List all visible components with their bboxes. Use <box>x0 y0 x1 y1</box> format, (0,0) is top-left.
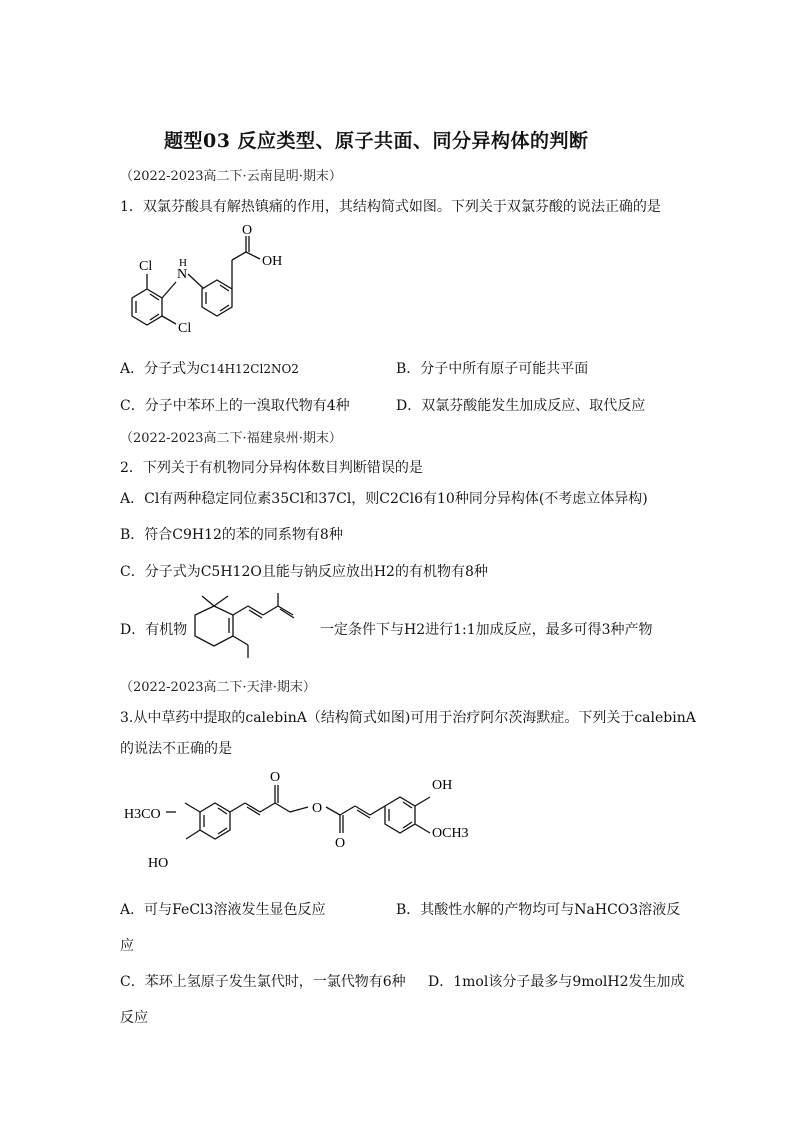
q3-option-d-line1: D．1mol该分子最多与9molH2发生加成 <box>428 974 685 990</box>
q1-struct-h: H <box>179 257 187 269</box>
q3-struct-oh: OH <box>432 778 453 793</box>
q1-struct-o: O <box>242 223 253 238</box>
q3-struct-ho: HO <box>148 856 169 871</box>
q3-stem-line2: 的说法不正确的是 <box>120 741 232 757</box>
q3-struct-o-keto: O <box>270 770 281 785</box>
q1-option-c: C．分子中苯环上的一溴取代物有4种 <box>120 398 350 414</box>
q1-option-a <box>120 358 299 378</box>
q3-struct-o-ester: O <box>312 801 323 816</box>
q1-option-b: B．分子中所有原子可能共平面 <box>396 361 589 377</box>
q1-option-a-formula: C14H12Cl2NO2 <box>200 362 299 376</box>
q2-option-d-structure <box>186 590 316 662</box>
q3-stem-line1: 3.从中草药中提取的calebinA（结构简式如图)可用于治疗阿尔茨海默症。下列关于calebinA <box>120 710 696 726</box>
page-title: 题型03 反应类型、原子共面、同分异构体的判断 <box>164 130 589 152</box>
q3-struct-h3co: H3CO <box>124 807 161 822</box>
q1-struct-n: N <box>177 267 188 282</box>
q3-struct-o-carbonyl: O <box>335 836 346 851</box>
q2-source: （2022-2023高二下·福建泉州·期末） <box>120 431 342 446</box>
q1-option-d: D．双氯芬酸能发生加成反应、取代反应 <box>396 398 646 414</box>
q3-option-a: A．可与FeCl3溶液发生显色反应 <box>120 902 326 918</box>
q2-option-c: C．分子式为C5H12O且能与钠反应放出H2的有机物有8种 <box>120 564 488 580</box>
q1-source: （2022-2023高二下·云南昆明·期末） <box>120 169 342 184</box>
q1-stem: 1．双氯芬酸具有解热镇痛的作用，其结构简式如图。下列关于双氯芬酸的说法正确的是 <box>120 199 661 215</box>
q2-option-b: B．符合C9H12的苯的同系物有8种 <box>120 527 343 543</box>
q2-option-a: A．Cl有两种稳定同位素35Cl和37Cl，则C2Cl6有10种同分异构体(不考虑立体异构) <box>120 491 648 507</box>
q2-option-d-suffix: 一定条件下与H2进行1:1加成反应，最多可得3种产物 <box>320 622 653 638</box>
q3-option-b-line2: 应 <box>120 938 134 954</box>
q1-struct-cl-bottom: Cl <box>178 321 192 336</box>
q2-option-d-prefix: D．有机物 <box>120 622 188 638</box>
diclofenac-structure <box>110 222 310 347</box>
q1-struct-oh: OH <box>262 254 283 269</box>
q1-option-a-text: A．分子式为 <box>120 361 201 377</box>
q2-stem: 2．下列关于有机物同分异构体数目判断错误的是 <box>120 460 423 476</box>
q3-option-b-line1: B．其酸性水解的产物均可与NaHCO3溶液反 <box>396 902 681 918</box>
calebin-a-structure <box>116 765 526 875</box>
q3-option-d-line2: 反应 <box>120 1010 148 1026</box>
q3-struct-och3: OCH3 <box>432 826 469 841</box>
q3-source: （2022-2023高二下·天津·期末） <box>120 680 316 695</box>
q1-struct-cl-top: Cl <box>139 259 153 274</box>
q3-option-c: C．苯环上氢原子发生氯代时，一氯代物有6种 <box>120 974 406 990</box>
